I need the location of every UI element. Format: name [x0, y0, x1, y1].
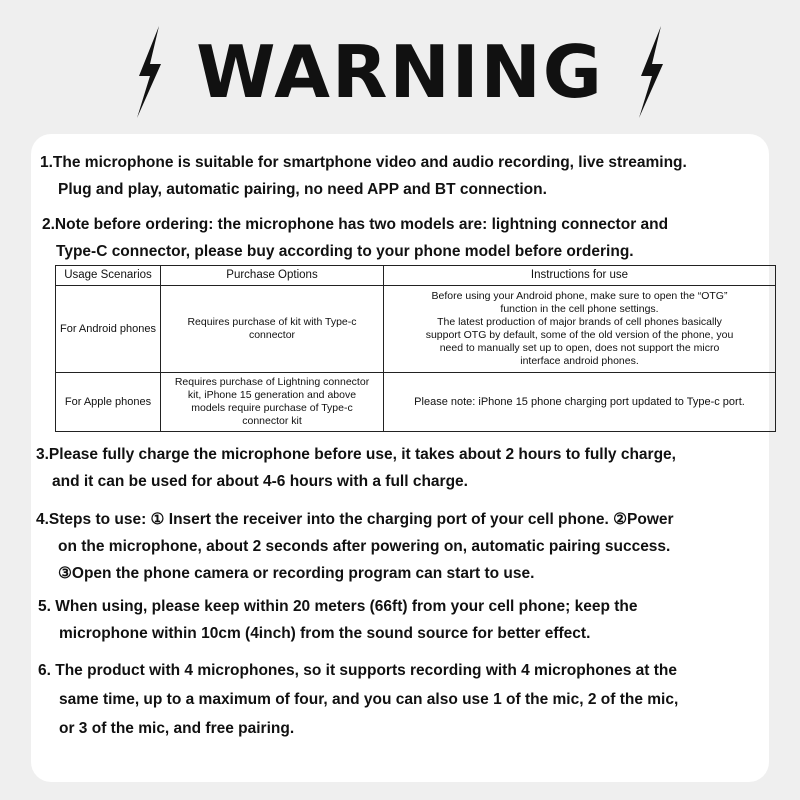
- page-title: WARNING: [196, 30, 604, 114]
- warning-header: [0, 22, 800, 122]
- cell-line: function in the cell phone settings.: [500, 303, 659, 315]
- table-cell-scenario: For Apple phones: [56, 373, 161, 432]
- instruction-line: 4.Steps to use: ① Insert the receiver into the charging port of your cell phone. ②Power: [36, 511, 674, 528]
- instruction-line: 2.Note before ordering: the microphone has two models are: lightning connector and: [42, 216, 669, 233]
- instruction-item-2: [42, 211, 668, 265]
- lightning-bolt-icon: [132, 26, 166, 118]
- instruction-item-6: [38, 656, 678, 743]
- cell-line: Before using your Android phone, make sure to open the “OTG”: [431, 290, 728, 302]
- instruction-item-3: [36, 441, 676, 495]
- cell-line: interface android phones.: [520, 355, 639, 367]
- table-row: [56, 286, 776, 373]
- warning-card: [31, 134, 769, 782]
- table-row: [56, 373, 776, 432]
- purchase-options-table: [55, 265, 776, 432]
- table-cell-instructions: [384, 286, 776, 373]
- instruction-line: 5. When using, please keep within 20 meters (66ft) from your cell phone; keep the: [38, 598, 638, 615]
- instruction-item-5: [38, 593, 637, 647]
- instruction-line: or 3 of the mic, and free pairing.: [59, 720, 295, 737]
- instruction-line: ③Open the phone camera or recording program can start to use.: [58, 565, 535, 582]
- cell-line: Requires purchase of Lightning connector: [174, 376, 370, 388]
- table-cell-scenario: For Android phones: [56, 286, 161, 373]
- instruction-item-4: [36, 506, 674, 587]
- cell-line: connector: [248, 329, 296, 341]
- instruction-line: 1.The microphone is suitable for smartphone video and audio recording, live streaming.: [40, 154, 687, 171]
- table-header: Instructions for use: [384, 266, 776, 286]
- table-header-row: [56, 266, 776, 286]
- cell-line: need to manually set up to open, does not support the micro: [439, 342, 720, 354]
- instruction-line: 6. The product with 4 microphones, so it supports recording with 4 microphones at the: [38, 662, 678, 679]
- instruction-item-1: [40, 149, 687, 203]
- instruction-line: 3.Please fully charge the microphone before use, it takes about 2 hours to fully charge,: [36, 446, 676, 463]
- cell-line: kit, iPhone 15 generation and above: [187, 389, 357, 401]
- table-header: Usage Scenarios: [56, 266, 161, 286]
- table-header: Purchase Options: [161, 266, 384, 286]
- cell-line: connector kit: [242, 415, 302, 427]
- instruction-line: Plug and play, automatic pairing, no need APP and BT connection.: [58, 181, 547, 198]
- instruction-line: same time, up to a maximum of four, and you can also use 1 of the mic, 2 of the mic,: [59, 691, 679, 708]
- instruction-line: microphone within 10cm (4inch) from the sound source for better effect.: [59, 625, 591, 642]
- cell-line: The latest production of major brands of cell phones basically: [437, 316, 722, 328]
- instruction-line: on the microphone, about 2 seconds after powering on, automatic pairing success.: [58, 538, 671, 555]
- table-cell-instructions: Please note: iPhone 15 phone charging port updated to Type-c port.: [384, 373, 776, 432]
- instruction-line: Type-C connector, please buy according to your phone model before ordering.: [56, 243, 634, 260]
- lightning-bolt-icon: [634, 26, 668, 118]
- cell-line: Requires purchase of kit with Type-c: [187, 316, 357, 328]
- instruction-line: and it can be used for about 4-6 hours with a full charge.: [52, 473, 468, 490]
- cell-line: models require purchase of Type-c: [191, 402, 353, 414]
- cell-line: support OTG by default, some of the old version of the phone, you: [425, 329, 734, 341]
- table-cell-purchase: [161, 373, 384, 432]
- table-cell-purchase: [161, 286, 384, 373]
